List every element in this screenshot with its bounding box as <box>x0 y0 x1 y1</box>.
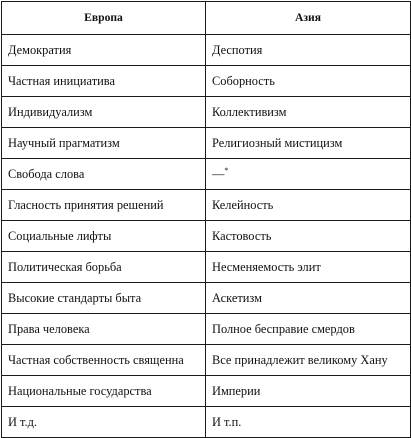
europe-cell: Свобода слова <box>2 159 206 190</box>
asia-cell: И т.п. <box>206 407 411 438</box>
table-row <box>2 314 411 345</box>
europe-cell: Социальные лифты <box>2 221 206 252</box>
header-asia: Азия <box>206 2 411 35</box>
comparison-table <box>1 1 411 438</box>
table-row <box>2 345 411 376</box>
table-row <box>2 35 411 66</box>
table-row <box>2 190 411 221</box>
asia-cell: Религиозный мистицизм <box>206 128 411 159</box>
table-row <box>2 221 411 252</box>
table-row <box>2 159 411 190</box>
asia-cell: Империи <box>206 376 411 407</box>
europe-cell: Частная собственность священна <box>2 345 206 376</box>
europe-cell: Политическая борьба <box>2 252 206 283</box>
dash-text: — <box>212 166 225 181</box>
europe-cell: Демократия <box>2 35 206 66</box>
asia-cell: Полное бесправие смердов <box>206 314 411 345</box>
table-header-row <box>2 2 411 35</box>
asia-cell: Деспотия <box>206 35 411 66</box>
europe-cell: Права человека <box>2 314 206 345</box>
europe-cell: Научный прагматизм <box>2 128 206 159</box>
asia-cell: Коллективизм <box>206 97 411 128</box>
europe-cell: Национальные государства <box>2 376 206 407</box>
asia-cell: Несменяемость элит <box>206 252 411 283</box>
asia-cell: Келейность <box>206 190 411 221</box>
europe-cell: Частная инициатива <box>2 66 206 97</box>
table-row <box>2 97 411 128</box>
table-row <box>2 66 411 97</box>
asia-cell: Соборность <box>206 66 411 97</box>
table-row <box>2 283 411 314</box>
table-row <box>2 407 411 438</box>
europe-cell: И т.д. <box>2 407 206 438</box>
asia-cell: Все принадлежит великому Хану <box>206 345 411 376</box>
table-row <box>2 376 411 407</box>
europe-cell: Индивидуализм <box>2 97 206 128</box>
europe-cell: Высокие стандарты быта <box>2 283 206 314</box>
table-row <box>2 252 411 283</box>
asia-cell: Кастовость <box>206 221 411 252</box>
footnote-marker: * <box>224 165 229 175</box>
asia-cell <box>206 159 411 190</box>
europe-cell: Гласность принятия решений <box>2 190 206 221</box>
header-europe: Европа <box>2 2 206 35</box>
asia-cell: Аскетизм <box>206 283 411 314</box>
table-row <box>2 128 411 159</box>
